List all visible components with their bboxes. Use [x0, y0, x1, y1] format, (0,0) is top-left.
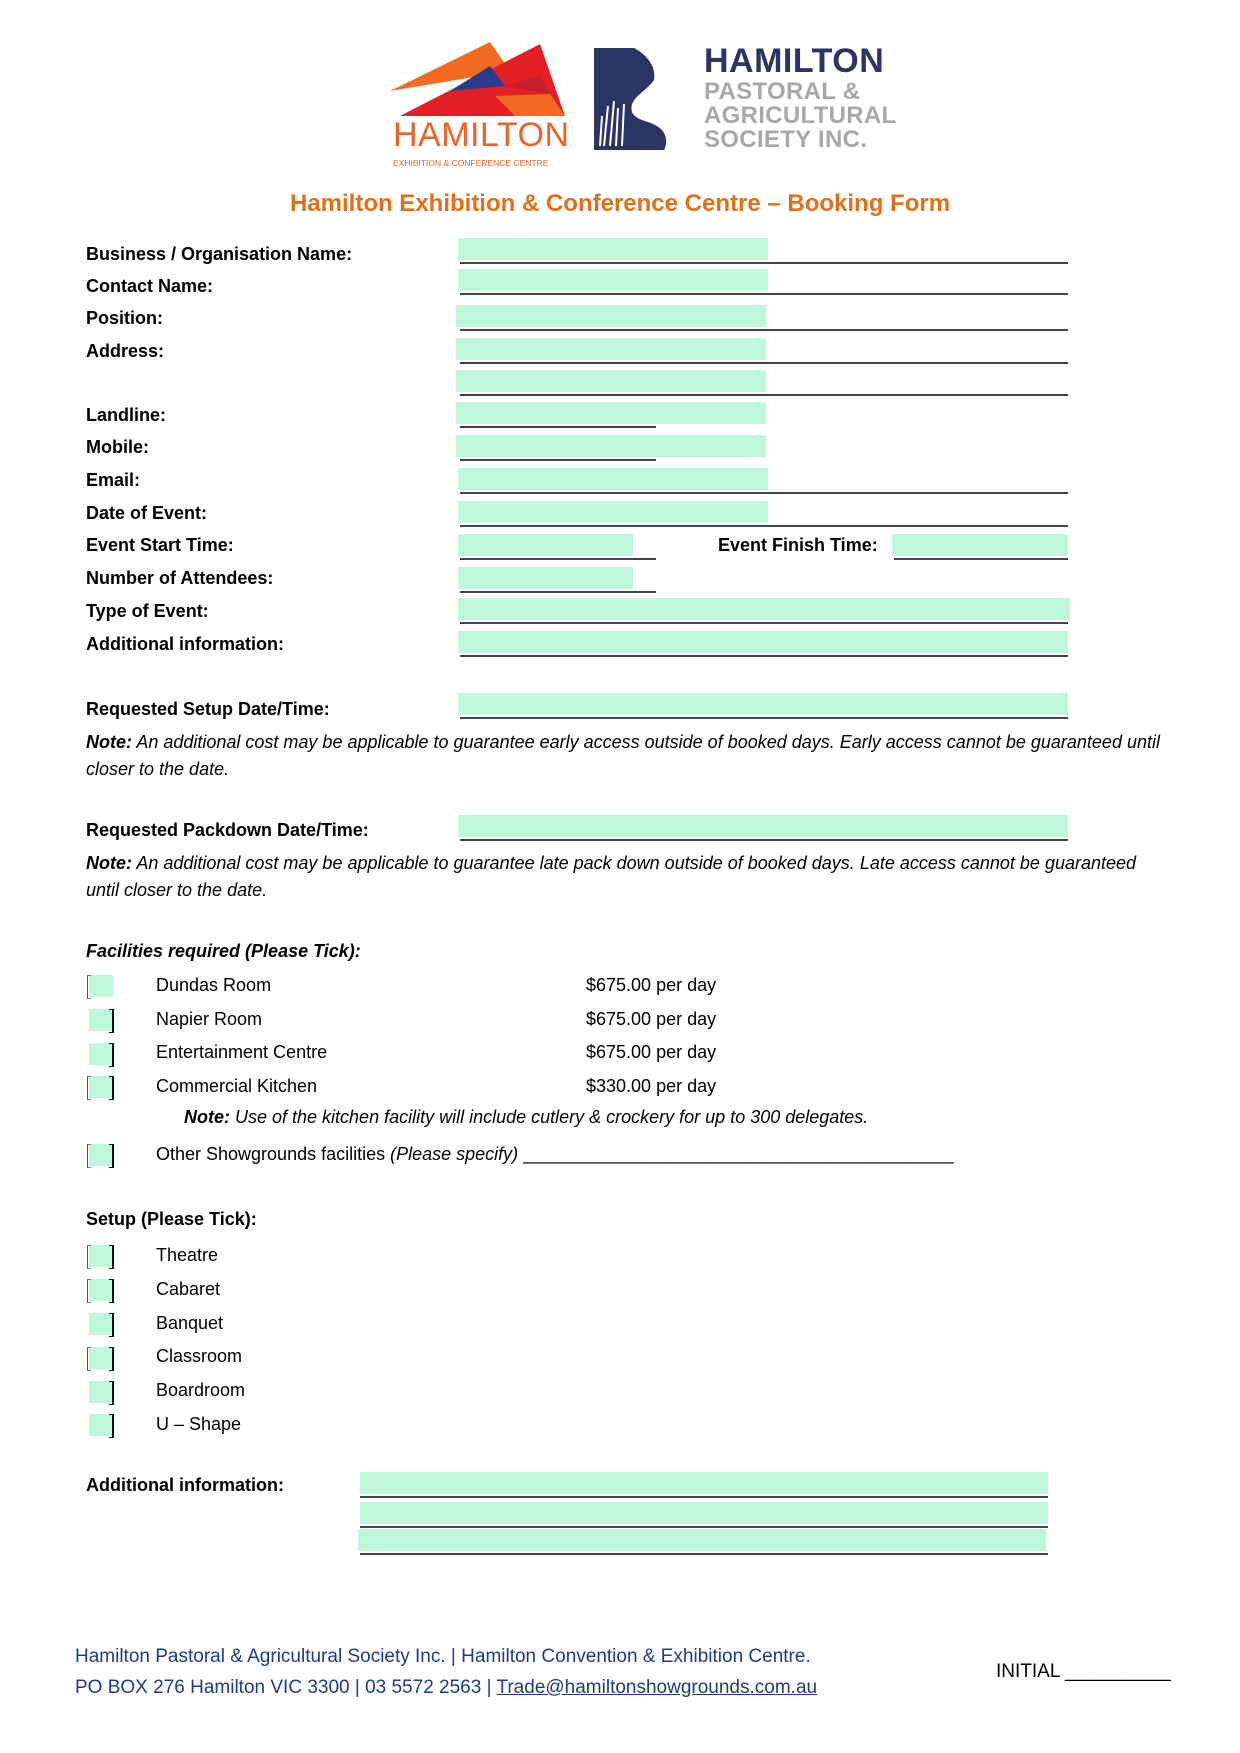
additional-information-label: Additional information:: [86, 634, 284, 654]
date-of-event-field[interactable]: [458, 501, 1068, 527]
facility-other-specify-field[interactable]: ___________________________________________: [518, 1144, 954, 1164]
facility-price-napier-room: $675.00 per day: [586, 1009, 717, 1029]
setup-label-cabaret: Cabaret: [156, 1279, 221, 1299]
setup-label-banquet: Banquet: [156, 1313, 224, 1333]
position-label: Position:: [86, 308, 163, 328]
footer-contact-line: [75, 1677, 817, 1699]
kitchen-note-text: Use of the kitchen facility will include cutlery & crockery for up to 300 delegates.: [230, 1107, 869, 1127]
facility-checkbox-dundas-room[interactable]: [87, 975, 114, 997]
setup-label-boardroom: Boardroom: [156, 1380, 246, 1400]
page-title: Hamilton Exhibition & Conference Centre – Booking Form: [289, 190, 951, 217]
hpas-logo-line1: HAMILTON: [704, 42, 885, 80]
hpas-logo-line3: AGRICULTURAL: [704, 102, 897, 129]
hpas-logo-line2: PASTORAL &: [704, 78, 861, 105]
packdown-note-text: An additional cost may be applicable to guarantee late pack down outside of booked days. Late access cannot be guaranteed until closer to the date.: [86, 853, 1137, 900]
kitchen-note-prefix: Note:: [184, 1107, 230, 1127]
facility-checkbox-commercial-kitchen[interactable]: [87, 1076, 114, 1098]
setup-checkbox-theatre[interactable]: [87, 1245, 114, 1267]
setup-checkbox-cabaret[interactable]: [87, 1279, 114, 1301]
requested-setup-field[interactable]: [458, 693, 1070, 719]
address-field-line1[interactable]: [456, 338, 1068, 364]
footer-address-phone: PO BOX 276 Hamilton VIC 3300 | 03 5572 2563 |: [75, 1677, 497, 1698]
address-label: Address:: [86, 341, 165, 361]
additional-info-field-line3[interactable]: [358, 1529, 1048, 1555]
requested-setup-label: Requested Setup Date/Time:: [86, 699, 330, 719]
setup-label-classroom: Classroom: [156, 1346, 243, 1366]
packdown-note-prefix: Note:: [86, 853, 132, 873]
number-of-attendees-label: Number of Attendees:: [86, 568, 274, 588]
setup-label-u-shape: U – Shape: [156, 1414, 242, 1434]
footer-email-link[interactable]: Trade@hamiltonshowgrounds.com.au: [496, 1677, 818, 1698]
setup-checkbox-boardroom[interactable]: [87, 1381, 114, 1403]
mobile-field[interactable]: [456, 435, 768, 461]
email-field[interactable]: [458, 468, 1068, 494]
facilities-heading: Facilities required (Please Tick):: [86, 941, 361, 961]
packdown-note: [86, 850, 1166, 904]
facility-label-commercial-kitchen: Commercial Kitchen: [156, 1076, 318, 1096]
number-of-attendees-field[interactable]: [458, 567, 658, 593]
type-of-event-label: Type of Event:: [86, 601, 209, 621]
additional-info-field-line1[interactable]: [360, 1472, 1048, 1498]
setup-checkbox-classroom[interactable]: [87, 1347, 114, 1369]
facility-checkbox-entertainment-centre[interactable]: [87, 1043, 114, 1065]
email-label: Email:: [86, 470, 141, 490]
footer-organisation-line: Hamilton Pastoral & Agricultural Society Inc. | Hamilton Convention & Exhibition Centre.: [75, 1646, 811, 1667]
additional-information-field[interactable]: [458, 631, 1070, 657]
facility-checkbox-napier-room[interactable]: [87, 1009, 114, 1031]
facility-label-entertainment-centre: Entertainment Centre: [156, 1042, 328, 1062]
facility-price-dundas-room: $675.00 per day: [586, 975, 717, 995]
hecc-triangles-icon: [390, 36, 570, 116]
facility-other-hint: (Please specify): [390, 1144, 519, 1164]
facility-checkbox-other[interactable]: [87, 1144, 114, 1166]
initial-field[interactable]: INITIAL __________: [996, 1661, 1171, 1682]
event-start-time-field[interactable]: [458, 534, 658, 560]
landline-label: Landline:: [86, 405, 166, 425]
event-finish-time-label: Event Finish Time:: [718, 535, 878, 555]
mobile-label: Mobile:: [86, 437, 149, 457]
setup-heading: Setup (Please Tick):: [86, 1209, 257, 1229]
contact-name-label: Contact Name:: [86, 276, 214, 296]
setup-label-theatre: Theatre: [156, 1245, 219, 1265]
additional-info-label: Additional information:: [86, 1475, 284, 1495]
type-of-event-field[interactable]: [458, 598, 1070, 624]
requested-packdown-field[interactable]: [458, 815, 1070, 841]
hamilton-exhibition-centre-logo: [390, 36, 570, 168]
setup-note-text: An additional cost may be applicable to guarantee early access outside of booked days. Early access cannot be guaranteed until closer to the date.: [86, 732, 1160, 779]
facility-label-other: Other Showgrounds facilities: [156, 1144, 391, 1164]
business-name-field[interactable]: [458, 238, 1068, 264]
landline-field[interactable]: [456, 402, 768, 428]
requested-packdown-label: Requested Packdown Date/Time:: [86, 820, 369, 840]
additional-info-field-line2[interactable]: [360, 1502, 1048, 1528]
facility-price-commercial-kitchen: $330.00 per day: [586, 1076, 717, 1096]
setup-checkbox-banquet[interactable]: [87, 1313, 114, 1335]
hecc-logo-subtitle: EXHIBITION & CONFERENCE CENTRE: [393, 158, 549, 168]
facility-label-dundas-room: Dundas Room: [156, 975, 272, 995]
setup-note-prefix: Note:: [86, 732, 132, 752]
setup-checkbox-u-shape[interactable]: [87, 1414, 114, 1436]
date-of-event-label: Date of Event:: [86, 503, 208, 523]
event-finish-time-field[interactable]: [892, 534, 1068, 560]
facility-price-entertainment-centre: $675.00 per day: [586, 1042, 717, 1062]
hecc-logo-wordmark: HAMILTON: [393, 116, 570, 154]
kitchen-note: [184, 1104, 868, 1131]
cow-silhouette-icon: [594, 46, 690, 152]
address-field-line2[interactable]: [456, 370, 1068, 396]
event-start-time-label: Event Start Time:: [86, 535, 234, 555]
business-name-label: Business / Organisation Name:: [86, 244, 353, 264]
contact-name-field[interactable]: [458, 269, 1068, 295]
hpas-logo-line4: SOCIETY INC.: [704, 126, 868, 153]
hamilton-pastoral-society-logo: [594, 42, 897, 156]
position-field[interactable]: [456, 305, 1068, 331]
facility-label-napier-room: Napier Room: [156, 1009, 263, 1029]
setup-note: [86, 729, 1166, 783]
facility-other-row: [156, 1144, 954, 1165]
